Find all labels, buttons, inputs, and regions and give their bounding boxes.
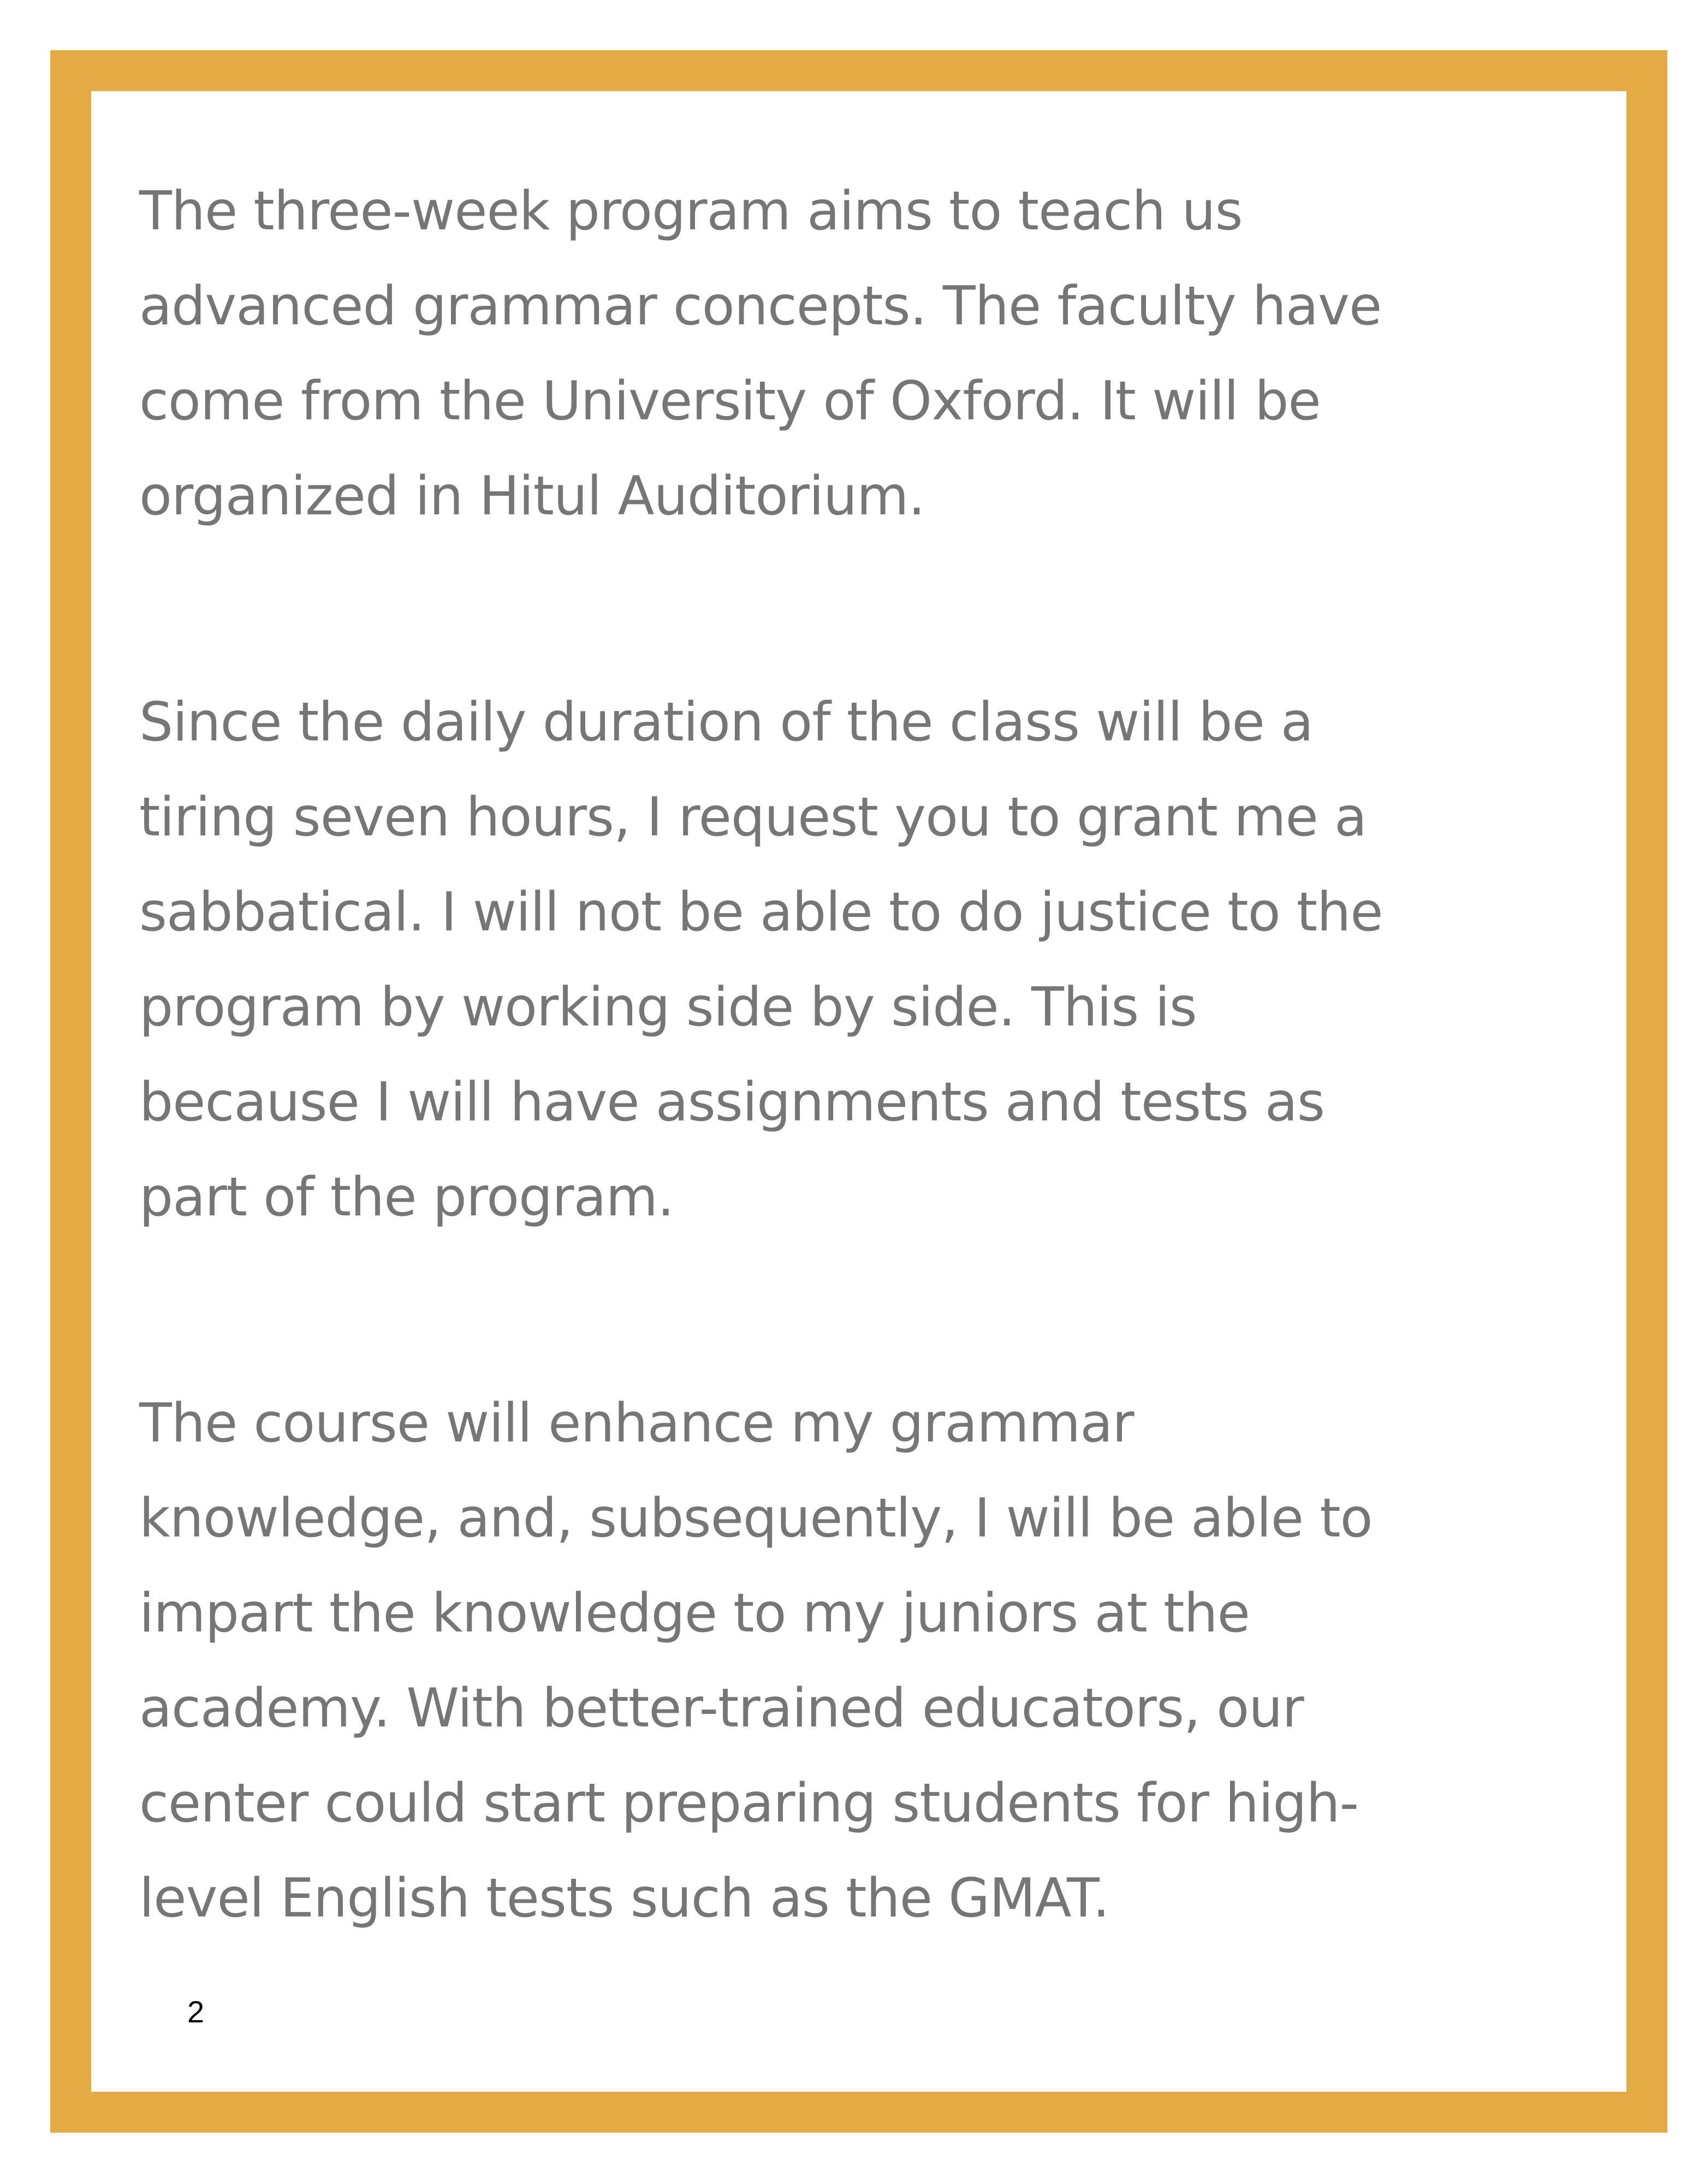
paragraph-sabbatical-request: Since the daily duration of the class will be a tiring seven hours, I request you to grant me a sabbatical. I will not be able to do justice to the program by working side by side. This is because I will have assignments and tests as part of the program. [139,691,1383,1228]
paragraph-course-benefits: The course will enhance my grammar knowledge, and, subsequently, I will be able to impart the knowledge to my juniors at the academy. With better-trained educators, our center could start preparing students for high- level English tests such as the GMAT. [139,1392,1373,1930]
page-number: 2 [187,1995,205,2029]
document-body [139,164,1493,1946]
paragraph-program-overview: The three-week program aims to teach us advanced grammar concepts. The faculty have come from the University of Oxford. It will be organized in Hitul Auditorium. [139,180,1382,527]
